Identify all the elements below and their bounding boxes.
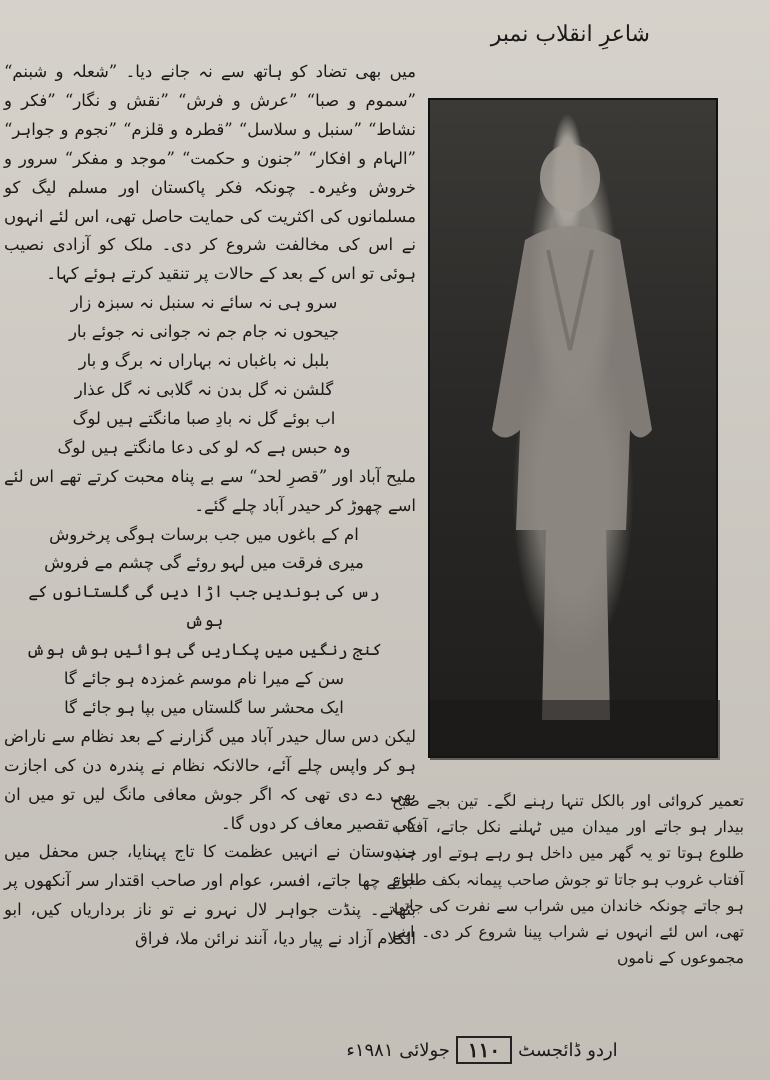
paragraph: لیکن دس سال حیدر آباد میں گزارنے کے بعد نظام سے ناراض ہو کر واپس چلے آئے، حالانکہ نظام نے پندرہ دن کی اجازت بھی دے دی تھی کہ اگر جوش معافی مانگ لیں تو میں ان کی تقصیر معاف کر دوں گا۔	[4, 726, 416, 833]
paragraph: ہندوستان نے انہیں عظمت کا تاج پہنایا، جس محفل میں جاتے چھا جاتے، افسر، عوام اور صاحب اقتدار سر آنکھوں پر بٹھاتے۔ پنڈت جواہر لال نہرو نے تو ناز برداریاں کیں، ابو الکلام آزاد نے پیار دیا، آنند نرائن ملا، فراق	[4, 842, 416, 949]
paragraph: تعمیر کروائی اور بالکل تنہا رہنے لگے۔ تین بجے صبح بیدار ہو جاتے اور میدان میں ٹہلنے نکل جاتے، آفتاب طلوع ہوتا تو یہ گھر میں داخل ہو رہے ہوتے اور جب آفتاب غروب ہو جاتا تو جوش صاحب پیمانہ بکف طلوع ہو جاتے چونکہ خاندان میں شراب سے نفرت کی جاتی تھی، اس لئے انہوں نے شراب پینا شروع کر دی۔ اپنے مجموعوں کے ناموں	[392, 792, 744, 968]
verse-line: رس کی بوندیں جب اڑا دیں گی گلستانوں کے ہوش	[28, 582, 380, 631]
verse-line: وہ حبس ہے کہ لو کی دعا مانگتے ہیں لوگ	[57, 437, 351, 457]
verse-line: ایک محشر سا گلستاں میں بپا ہو جائے گا	[64, 697, 344, 717]
paragraph: ملیح آباد اور ”قصرِ لحد“ سے بے پناہ محبت کرتے تھے اس لئے اسے چھوڑ کر حیدر آباد چلے گئے۔	[4, 466, 416, 515]
portrait-photo	[428, 98, 718, 758]
standing-figure-silhouette	[430, 100, 720, 760]
verse-line: گلشن نہ گل بدن نہ گلابی نہ گل عذار	[74, 379, 334, 399]
page-header-title: شاعرِ انقلاب نمبر	[490, 22, 650, 47]
magazine-name: اردو ڈائجسٹ	[518, 1039, 618, 1061]
verse-line: سن کے میرا نام موسم غمزدہ ہو جائے گا	[63, 669, 345, 689]
verse-line: ام کے باغوں میں جب برسات ہوگی پرخروش	[49, 524, 359, 544]
verse-line: میری فرقت میں لہو روئے گی چشم مے فروش	[44, 553, 364, 573]
paragraph: میں بھی تضاد کو ہاتھ سے نہ جانے دیا۔ ”شعلہ و شبنم“ ”سموم و صبا“ ”عرش و فرش“ ”نقش و نگار“ ”فکر و نشاط“ ”سنبل و سلاسل“ ”قطرہ و قلزم“ ”نجوم و جواہر“ ”الہام و افکار“ ”جنون و حکمت“ ”موجد و مفکر“ سرور و خروش وغیرہ۔ چونکہ فکر پاکستان اور مسلم لیگ کو مسلمانوں کی اکثریت کی حمایت حاصل تھی، اس لئے انہوں نے اس کی مخالفت شروع کر دی۔ ملک کو آزادی نصیب ہوئی تو اس کے بعد کے حالات پر تنقید کرتے ہوئے کہا۔	[4, 62, 416, 284]
verse-line: بلبل نہ باغباں نہ بہاراں نہ برگ و بار	[78, 351, 330, 371]
verse-line: جیحوں نہ جام جم نہ جوانی نہ جوئے بار	[68, 322, 340, 342]
verse-line: سرو ہی نہ سائے نہ سنبل نہ سبزہ زار	[70, 293, 338, 313]
page-footer	[262, 1036, 702, 1064]
left-text-column	[4, 58, 416, 954]
page-number-box: ۱۱۰	[456, 1036, 512, 1064]
verse-line: کنج رنگیں میں پکاریں گی ہوائیں ہوش ہوش	[26, 640, 382, 660]
issue-date: جولائی ۱۹۸۱ء	[346, 1039, 450, 1061]
right-text-column	[392, 788, 744, 971]
verse-line: اب بوئے گل نہ بادِ صبا مانگتے ہیں لوگ	[72, 408, 336, 428]
